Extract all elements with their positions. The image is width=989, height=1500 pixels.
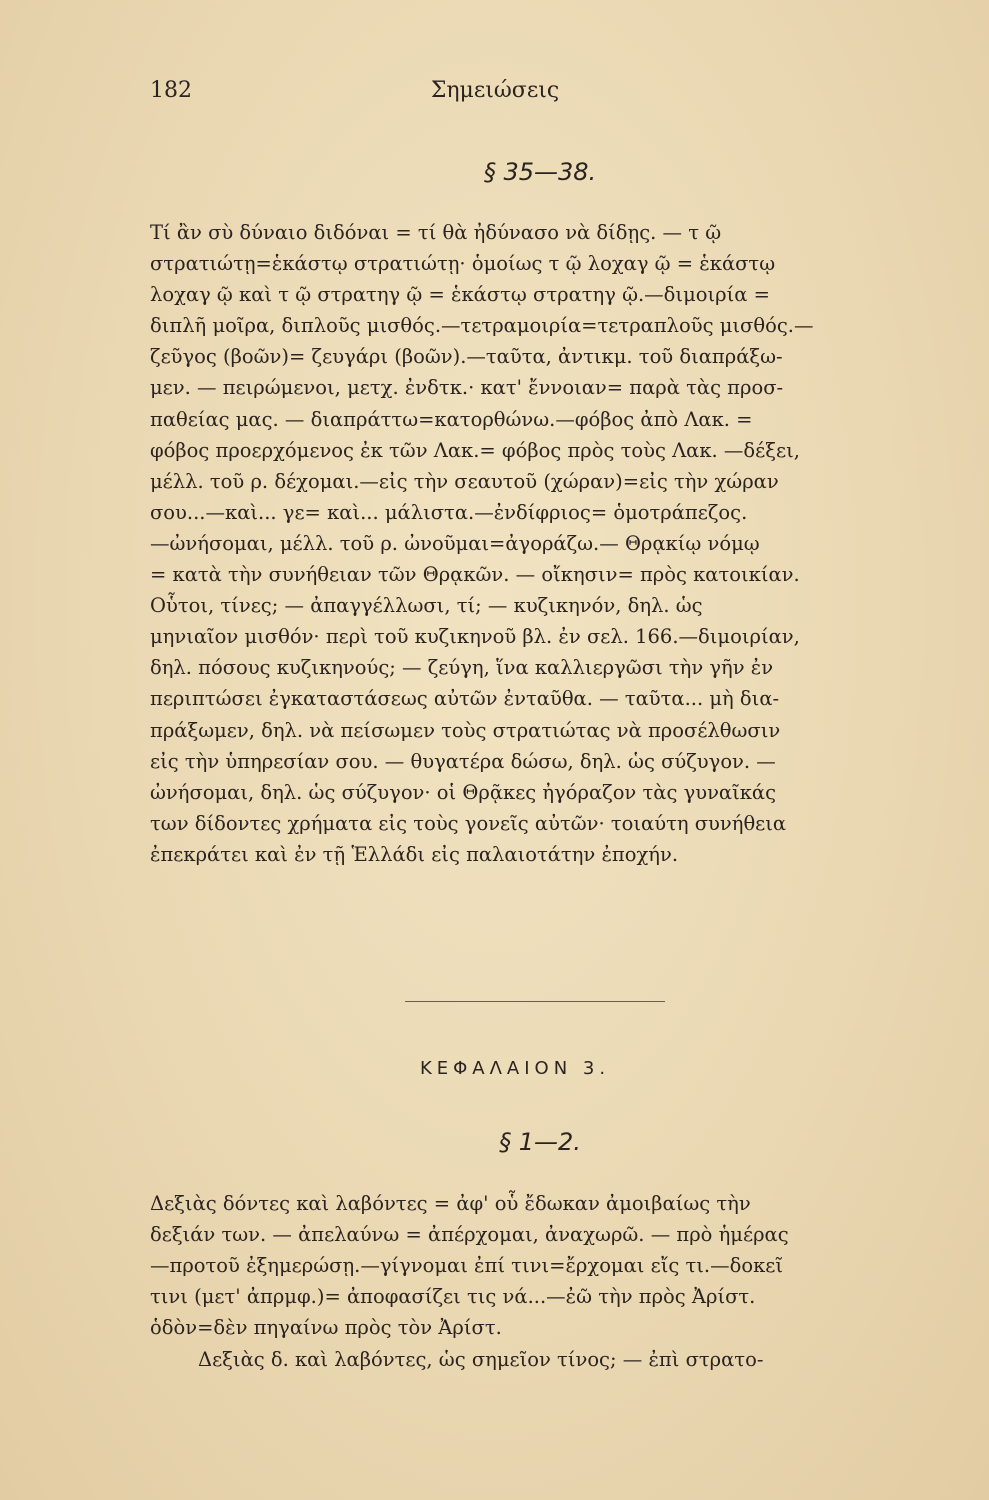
running-title: Σημειώσεις	[430, 78, 560, 103]
text-line: —ὠνήσομαι, μέλλ. τοῦ ρ. ὠνοῦμαι=ἀγοράζω.— Θρᾳκίῳ νόμῳ	[150, 531, 760, 555]
text-line: —προτοῦ ἐξημερώσῃ.—γίγνομαι ἐπί τινι=ἔρχομαι εἴς τι.—δοκεῖ	[150, 1254, 784, 1278]
text-line: Δεξιὰς δόντες καὶ λαβόντες = ἀφ' οὗ ἔδωκαν ἀμοιβαίως τὴν	[150, 1192, 751, 1215]
section-heading: § 35—38.	[483, 158, 597, 186]
text-line: μεν. — πειρώμενοι, μετχ. ἐνδτκ.· κατ' ἔννοιαν= παρὰ τὰς προσ-	[150, 376, 784, 400]
text-line: = κατὰ τὴν συνήθειαν τῶν Θρᾳκῶν. — οἴκησιν= πρὸς κατοικίαν.	[150, 563, 800, 587]
text-line: μέλλ. τοῦ ρ. δέχομαι.—εἰς τὴν σεαυτοῦ (χώραν)=εἰς τὴν χώραν	[150, 469, 779, 493]
text-line: φόβος προερχόμενος ἐκ τῶν Λακ.= φόβος πρὸς τοὺς Λακ. —δέξει,	[150, 438, 800, 462]
text-line: διπλῆ μοῖρα, διπλοῦς μισθός.—τετραμοιρία=τετραπλοῦς μισθός.—	[150, 314, 814, 338]
text-line: στρατιώτῃ=ἑκάστῳ στρατιώτῃ· ὁμοίως τ ῷ λοχαγ ῷ = ἑκάστῳ	[150, 252, 776, 276]
text-line: σου...—καὶ... γε= καὶ... μάλιστα.—ἐνδίφριος= ὁμοτράπεζος.	[150, 500, 748, 524]
text-line: πράξωμεν, δηλ. νὰ πείσωμεν τοὺς στρατιώτας νὰ προσέλθωσιν	[150, 718, 781, 742]
text-line: παθείας μας. — διαπράττω=κατορθώνω.—φόβος ἀπὸ Λακ. =	[150, 407, 753, 431]
text-line: περιπτώσει ἐγκαταστάσεως αὐτῶν ἐνταῦθα. — ταῦτα... μὴ δια-	[150, 687, 780, 711]
text-line: δηλ. πόσους κυζικηνούς; — ζεύγη, ἵνα καλλιεργῶσι τὴν γῆν ἐν	[150, 656, 774, 680]
text-line: δεξιάν των. — ἀπελαύνω = ἀπέρχομαι, ἀναχωρῶ. — πρὸ ἡμέρας	[150, 1223, 789, 1247]
section-divider	[405, 1001, 665, 1002]
text-line: μηνιαῖον μισθόν· περὶ τοῦ κυζικηνοῦ βλ. ἐν σελ. 166.—διμοιρίαν,	[150, 625, 800, 649]
text-line: Τί ἂν σὺ δύναιο διδόναι = τί θὰ ἠδύνασο νὰ δίδῃς. — τ ῷ	[150, 221, 722, 244]
text-line: ζεῦγος (βοῶν)= ζευγάρι (βοῶν).—ταῦτα, ἀντικμ. τοῦ διαπράξω-	[150, 345, 783, 369]
notes-paragraph	[150, 1188, 931, 1343]
text-line: ὠνήσομαι, δηλ. ὡς σύζυγον· οἱ Θρᾷκες ἠγόραζον τὰς γυναῖκάς	[150, 780, 777, 804]
page-number: 182	[150, 78, 192, 103]
chapter-heading: ΚΕΦΑΛΑΙΟΝ 3.	[419, 1058, 611, 1079]
text-line: ὁδὸν=δὲν πηγαίνω πρὸς τὸν Ἀρίστ.	[150, 1316, 502, 1340]
text-line: των δίδοντες χρήματα εἰς τοὺς γονεῖς αὐτῶν· τοιαύτη συνήθεια	[150, 811, 787, 835]
text-line: εἰς τὴν ὑπηρεσίαν σου. — θυγατέρα δώσω, δηλ. ὡς σύζυγον. —	[150, 749, 776, 773]
text-line: Οὗτοι, τίνες; — ἀπαγγέλλωσι, τί; — κυζικηνόν, δηλ. ὡς	[150, 594, 703, 618]
notes-paragraph	[150, 217, 931, 870]
text-line: Δεξιὰς δ. καὶ λαβόντες, ὡς σημεῖον τίνος; — ἐπὶ στρατο-	[198, 1348, 764, 1371]
page-header	[150, 78, 840, 112]
text-line: λοχαγ ῷ καὶ τ ῷ στρατηγ ῷ = ἑκάστῳ στρατηγ ῷ.—διμοιρία =	[150, 283, 770, 307]
section-heading: § 1—2.	[499, 1128, 581, 1156]
notes-paragraph	[150, 1344, 931, 1375]
text-line: ἐπεκράτει καὶ ἐν τῇ Ἑλλάδι εἰς παλαιοτάτην ἐποχήν.	[150, 842, 679, 866]
text-line: τινι (μετ' ἀπρμφ.)= ἀποφασίζει τις νά...—ἐῶ τὴν πρὸς Ἀρίστ.	[150, 1285, 756, 1309]
